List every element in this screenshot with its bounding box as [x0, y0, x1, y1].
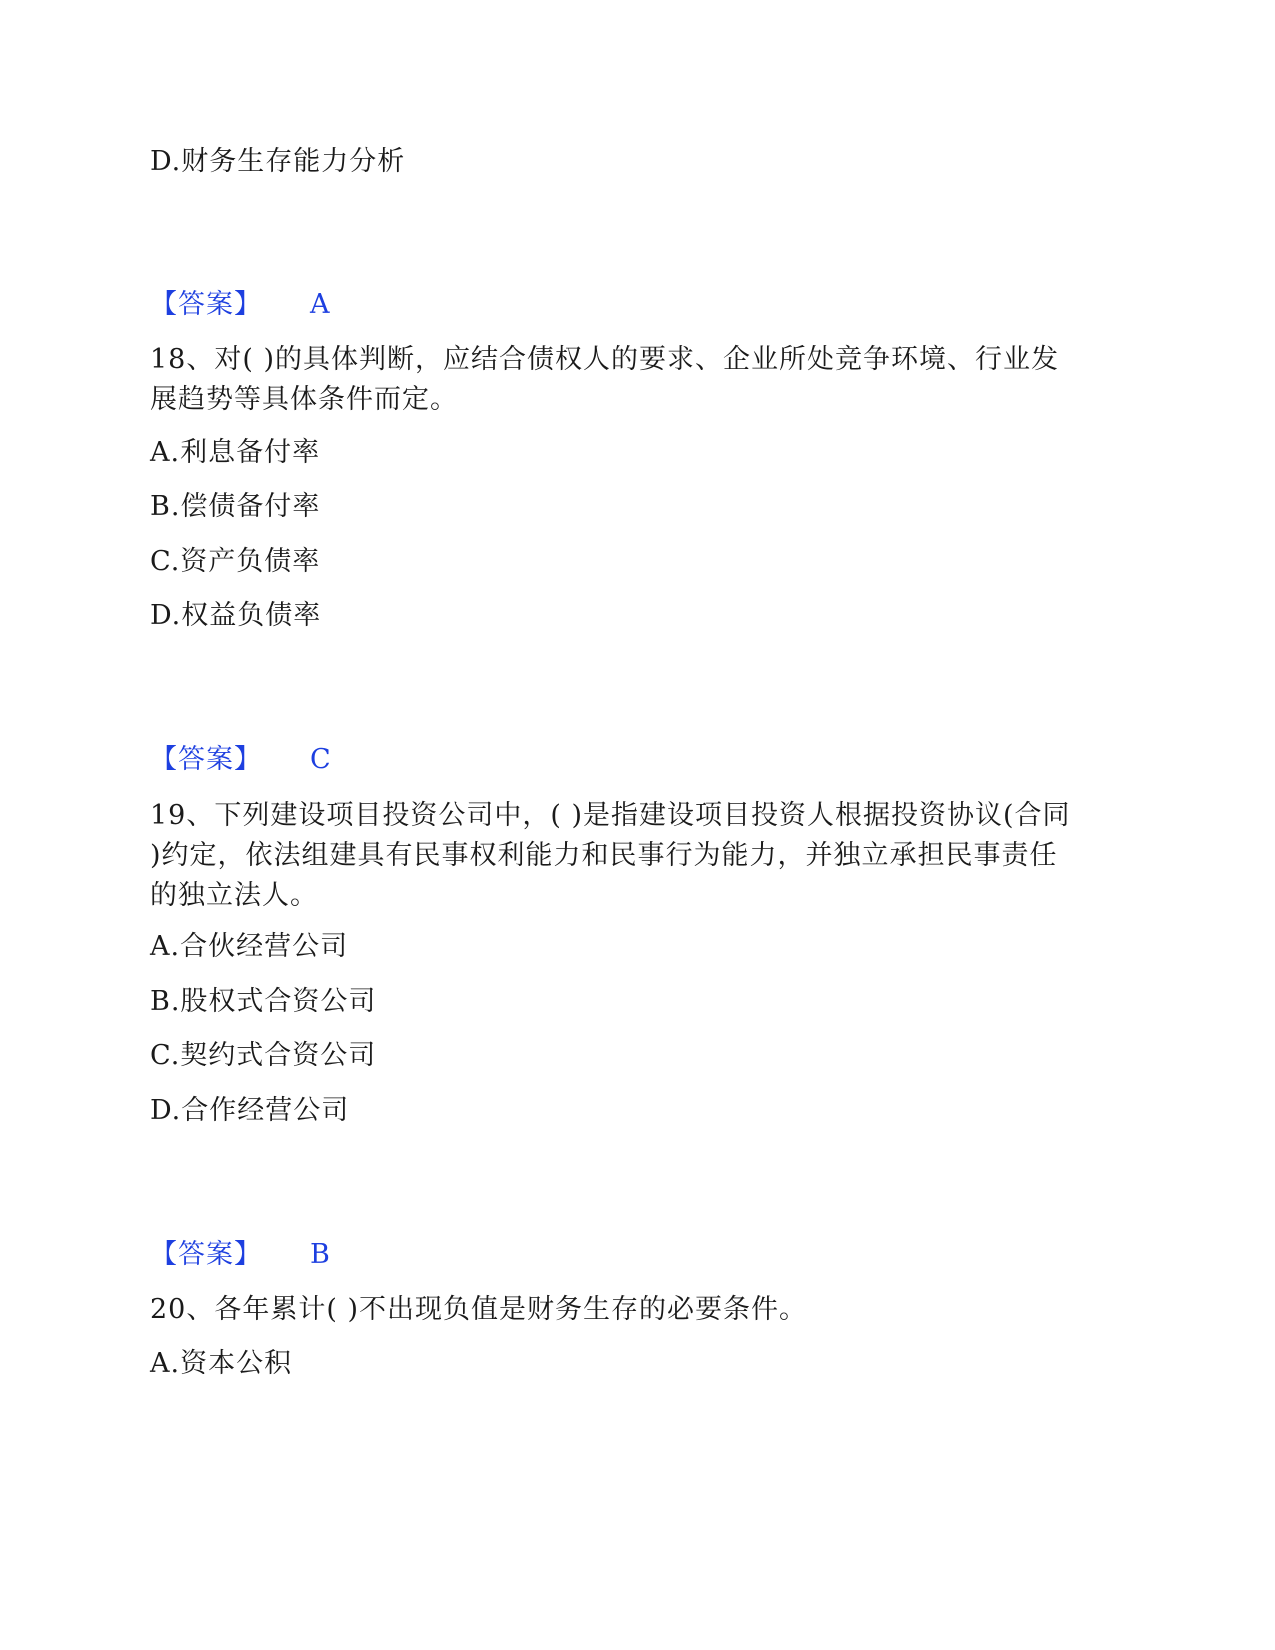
stem-line: 20、各年累计( )不出现负值是财务生存的必要条件。 — [150, 1294, 808, 1325]
option-a: A.合伙经营公司 — [150, 931, 349, 962]
option-b: B.股权式合资公司 — [150, 986, 377, 1017]
answer-q19 — [150, 1236, 330, 1274]
stem-line: )约定，依法组建具有民事权利能力和民事行为能力，并独立承担民事责任 — [150, 840, 1058, 871]
answer-q18 — [150, 741, 331, 779]
option-d: D.合作经营公司 — [150, 1095, 350, 1126]
answer-value: C — [310, 744, 331, 775]
option-c: C.契约式合资公司 — [150, 1040, 377, 1071]
option-b: B.偿债备付率 — [150, 491, 321, 522]
stem-line: 18、对( )的具体判断，应结合债权人的要求、企业所处竞争环境、行业发 — [150, 344, 1060, 375]
answer-label: 【答案】 — [150, 744, 262, 775]
question-18-stem — [150, 340, 1110, 420]
option-a: A.利息备付率 — [150, 437, 321, 468]
stem-line: 的独立法人。 — [150, 880, 318, 911]
option-d-q17: D.财务生存能力分析 — [150, 146, 406, 177]
question-19-stem — [150, 796, 1110, 916]
stem-line: 展趋势等具体条件而定。 — [150, 384, 458, 415]
stem-line: 19、下列建设项目投资公司中，( )是指建设项目投资人根据投资协议(合同 — [150, 800, 1071, 831]
answer-value: A — [310, 289, 330, 320]
option-d: D.权益负债率 — [150, 600, 322, 631]
answer-q17 — [150, 286, 330, 324]
question-20-stem — [150, 1290, 1110, 1330]
answer-label: 【答案】 — [150, 289, 262, 320]
answer-value: B — [310, 1239, 330, 1270]
option-a: A.资本公积 — [150, 1348, 293, 1379]
option-c: C.资产负债率 — [150, 546, 321, 577]
answer-label: 【答案】 — [150, 1239, 262, 1270]
